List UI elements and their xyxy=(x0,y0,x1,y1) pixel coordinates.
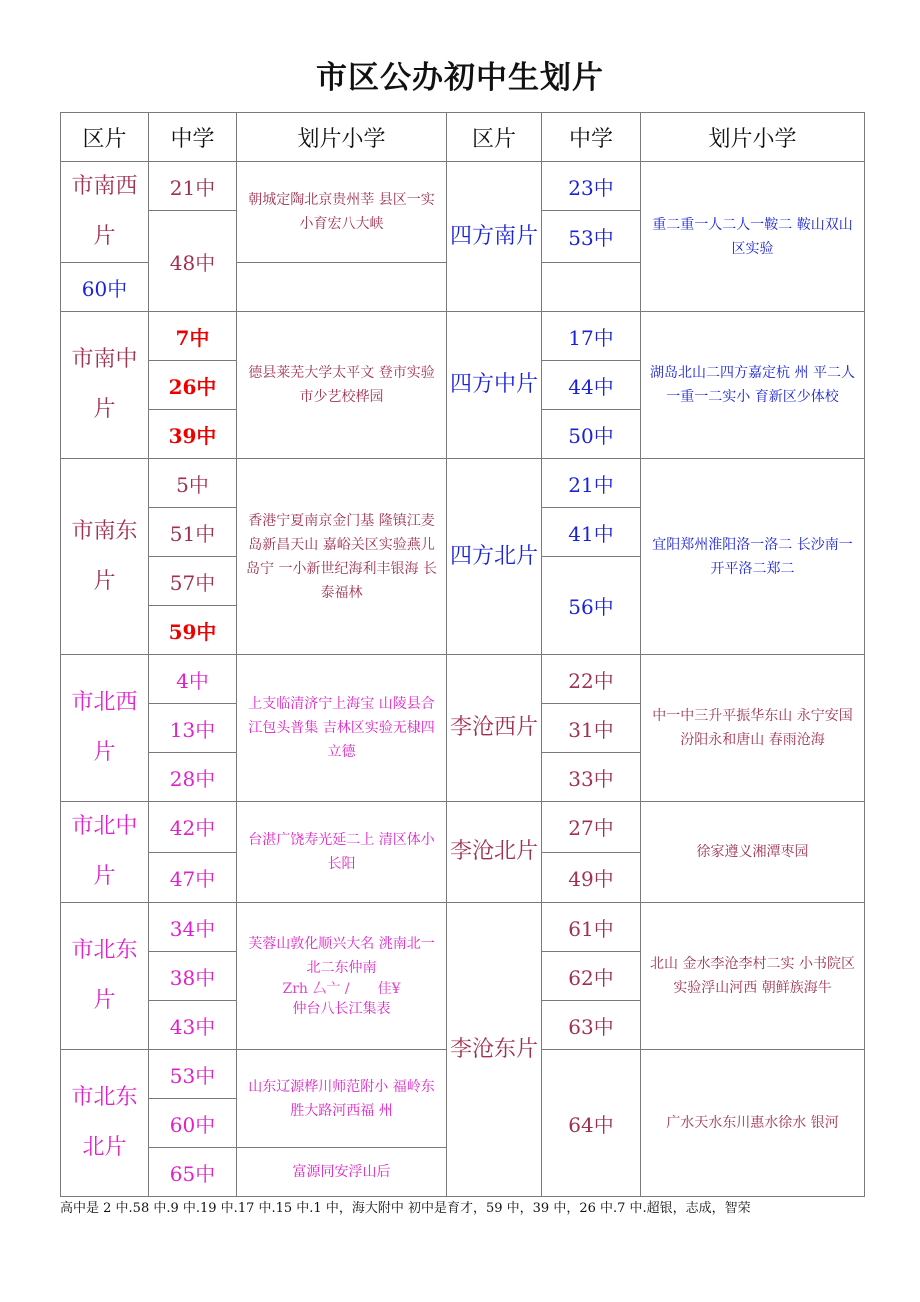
table-row xyxy=(61,655,865,704)
primary-schools-cell: 山东辽源桦川师范附小 福岭东胜大路河西福 州 xyxy=(237,1050,447,1148)
school-cell: 17中 xyxy=(542,312,641,361)
primary-schools-cell: 上支临清济宁上海宝 山陵县合江包头普集 吉林区实验无棣四立德 xyxy=(237,655,447,802)
school-cell: 61中 xyxy=(542,903,641,952)
district-cell: 市北西片 xyxy=(61,655,149,802)
primary-schools-text-2: 仲台八长江集表 xyxy=(292,1001,391,1017)
school-cell: 23中 xyxy=(542,162,641,211)
school-cell: 31中 xyxy=(542,704,641,753)
school-cell: 63中 xyxy=(542,1001,641,1050)
school-cell: 5中 xyxy=(149,459,237,508)
primary-schools-cell: 富源同安浮山后 xyxy=(237,1148,447,1197)
school-cell: 7中 xyxy=(149,312,237,361)
school-cell: 39中 xyxy=(149,410,237,459)
page-title: 市区公办初中生划片 xyxy=(316,60,604,96)
header-row xyxy=(61,113,865,162)
primary-schools-cell: 宜阳郑州淮阳洛一洛二 长沙南一开平洛二郑二 xyxy=(641,459,865,655)
school-cell: 28中 xyxy=(149,753,237,802)
school-cell: 21中 xyxy=(542,459,641,508)
primary-schools-cell: 德县莱芜大学太平文 登市实验市少艺校桦园 xyxy=(237,312,447,459)
district-cell: 李沧东片 xyxy=(447,903,542,1197)
table-row xyxy=(61,802,865,853)
district-cell: 四方南片 xyxy=(447,162,542,312)
table-row xyxy=(61,903,865,952)
primary-schools-cell: 香港宁夏南京金门基 隆镇江麦岛新昌天山 嘉峪关区实验燕儿岛宁 一小新世纪海利丰银海 长泰福林 xyxy=(237,459,447,655)
district-cell: 市北东北片 xyxy=(61,1050,149,1197)
school-cell: 53中 xyxy=(542,211,641,263)
footer-note: 高中是 2 中.58 中.9 中.19 中.17 中.15 中.1 中，海大附中 初中是育才，59 中，39 中，26 中.7 中.超银，志成，智荣 xyxy=(60,1201,751,1216)
school-cell: 62中 xyxy=(542,952,641,1001)
primary-schools-cell: 朝城定陶北京贵州莘 县区一实小育宏八大峡 xyxy=(237,162,447,263)
header-district-left: 区片 xyxy=(61,113,149,162)
districting-table xyxy=(60,112,865,1197)
primary-schools-cell xyxy=(237,903,447,1050)
school-cell: 43中 xyxy=(149,1001,237,1050)
school-cell: 48中 xyxy=(149,211,237,312)
school-cell: 13中 xyxy=(149,704,237,753)
school-cell: 49中 xyxy=(542,852,641,903)
district-cell: 四方中片 xyxy=(447,312,542,459)
school-cell: 57中 xyxy=(149,557,237,606)
primary-schools-cell: 湖岛北山二四方嘉定杭 州 平二人一重一二实小 育新区少体校 xyxy=(641,312,865,459)
district-cell: 市北中片 xyxy=(61,802,149,903)
header-primary-left: 划片小学 xyxy=(237,113,447,162)
school-cell: 26中 xyxy=(149,361,237,410)
school-cell: 60中 xyxy=(149,1099,237,1148)
school-cell: 33中 xyxy=(542,753,641,802)
school-cell: 59中 xyxy=(149,606,237,655)
primary-schools-cell: 重二重一人二人一鞍二 鞍山双山区实验 xyxy=(641,162,865,312)
table-row xyxy=(61,459,865,508)
table-row xyxy=(61,312,865,361)
primary-schools-garbled: Zrh 厶亠 / 佳¥ xyxy=(282,981,401,997)
school-cell: 22中 xyxy=(542,655,641,704)
school-cell: 56中 xyxy=(542,557,641,655)
school-cell: 21中 xyxy=(149,162,237,211)
header-district-right: 区片 xyxy=(447,113,542,162)
school-cell: 34中 xyxy=(149,903,237,952)
header-primary-right: 划片小学 xyxy=(641,113,865,162)
header-school-left: 中学 xyxy=(149,113,237,162)
table-row xyxy=(61,162,865,211)
school-cell: 44中 xyxy=(542,361,641,410)
school-cell: 51中 xyxy=(149,508,237,557)
school-cell: 50中 xyxy=(542,410,641,459)
school-cell: 27中 xyxy=(542,802,641,853)
school-cell: 47中 xyxy=(149,852,237,903)
primary-schools-cell: 北山 金水李沧李村二实 小书院区实验浮山河西 朝鲜族海牛 xyxy=(641,903,865,1050)
primary-schools-cell: 广水天水东川惠水徐水 银河 xyxy=(641,1050,865,1197)
district-cell: 李沧西片 xyxy=(447,655,542,802)
district-cell: 市南东片 xyxy=(61,459,149,655)
district-cell: 四方北片 xyxy=(447,459,542,655)
school-cell: 38中 xyxy=(149,952,237,1001)
school-cell: 4中 xyxy=(149,655,237,704)
school-cell: 65中 xyxy=(149,1148,237,1197)
primary-schools-cell: 徐家遵义湘潭枣园 xyxy=(641,802,865,903)
district-cell: 市南西片 xyxy=(61,162,149,263)
district-cell: 市南中片 xyxy=(61,312,149,459)
school-cell: 41中 xyxy=(542,508,641,557)
district-cell: 李沧北片 xyxy=(447,802,542,903)
school-cell: 60中 xyxy=(61,263,149,312)
school-cell: 53中 xyxy=(149,1050,237,1099)
header-school-right: 中学 xyxy=(542,113,641,162)
primary-schools-text: 芙蓉山敦化顺兴大名 洮南北一北二东仲南 xyxy=(248,936,435,976)
school-cell: 64中 xyxy=(542,1050,641,1197)
district-cell: 市北东片 xyxy=(61,903,149,1050)
primary-schools-cell: 台湛广饶寿光延二上 清区体小长阳 xyxy=(237,802,447,903)
school-cell: 42中 xyxy=(149,802,237,853)
primary-schools-cell: 中一中三升平振华东山 永宁安国汾阳永和唐山 春雨沧海 xyxy=(641,655,865,802)
